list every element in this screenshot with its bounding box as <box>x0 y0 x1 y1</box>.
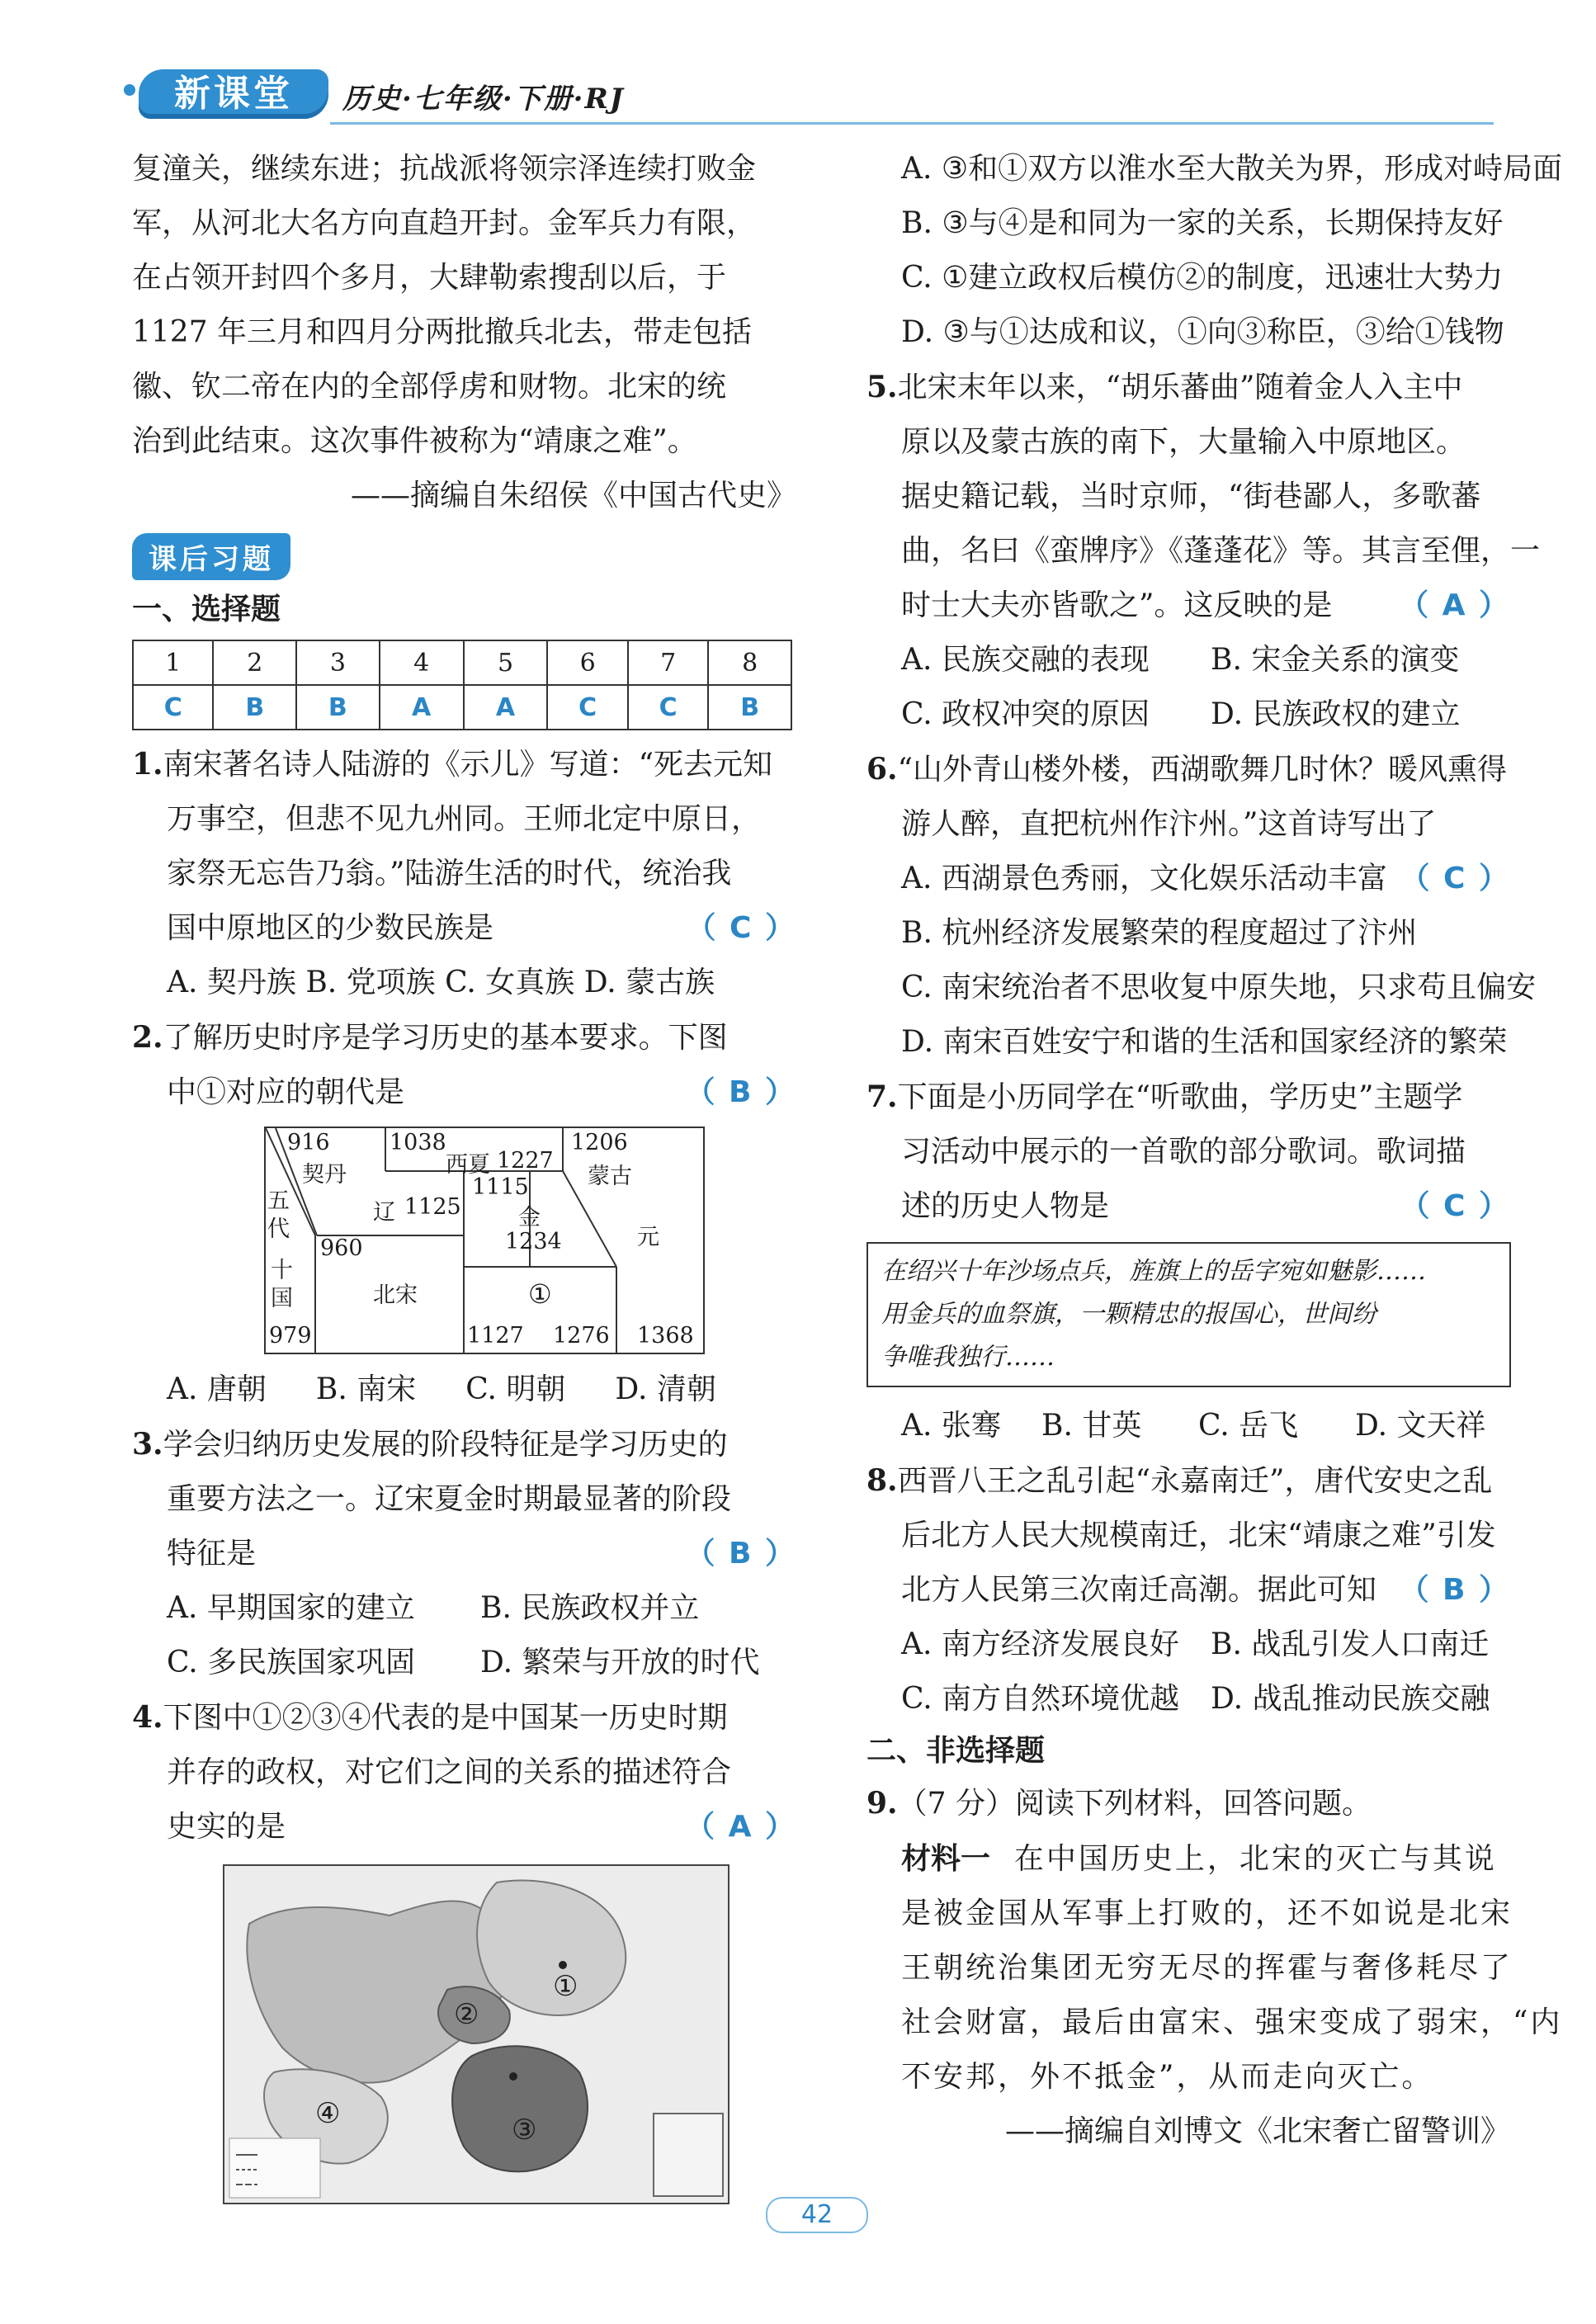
intro-line: 治到此结束。这次事件被称为“靖康之难”。 <box>132 424 697 458</box>
option-a: A. 西湖景色秀丽，文化娱乐活动丰富 <box>901 862 1387 895</box>
table-cell: 4 <box>380 640 464 685</box>
question-2 <box>132 1010 796 1417</box>
answer-mark: （ B ） <box>685 1537 796 1571</box>
map-graphic <box>224 1866 728 2203</box>
intro-line: 复潼关，继续东进；抗战派将领宗泽连续打败金 <box>132 152 757 186</box>
option-b: B. ③与④是和同为一家的关系，长期保持友好 <box>901 206 1504 240</box>
timeline-label: 元 <box>637 1225 659 1250</box>
option-c: C. 明朝 <box>465 1372 566 1406</box>
question-text: 北宋末年以来，“胡乐蕃曲”随着金人入主中 <box>897 371 1463 404</box>
answer-mark: （ B ） <box>1399 1573 1510 1607</box>
answer-mark: （ C ） <box>686 911 796 945</box>
table-cell: 2 <box>213 640 296 685</box>
option-d: D. ③与①达成和议，①向③称臣，③给①钱物 <box>901 315 1504 349</box>
table-cell: C <box>133 685 213 730</box>
question-9 <box>866 1776 1563 2159</box>
intro-line: 军，从河北大名方向直趋开封。金军兵力有限， <box>132 206 757 240</box>
page-header <box>124 68 1494 125</box>
timeline-year: 1038 <box>390 1130 446 1155</box>
timeline-label: 契丹 <box>302 1162 347 1188</box>
question-text: 南宋著名诗人陆游的《示儿》写道：“死去元知 <box>163 748 772 782</box>
map-label-2: ② <box>454 1998 479 2031</box>
question-number: 7. <box>866 1079 898 1114</box>
option-a: A. 唐朝 <box>167 1372 267 1406</box>
table-cell: B <box>296 685 380 730</box>
timeline-year: 1127 <box>467 1323 524 1349</box>
subject-title: 历史·七年级·下册·RJ <box>342 83 625 116</box>
option-c: C. 政权冲突的原因 <box>901 697 1150 731</box>
timeline-year: 1125 <box>404 1194 461 1220</box>
table-cell: 6 <box>547 640 627 685</box>
lyric-line: 在绍兴十年沙场点兵，旌旗上的岳字宛如魅影…… <box>881 1257 1426 1286</box>
option-d: D. 文天祥 <box>1355 1409 1486 1443</box>
option-d: D. 繁荣与开放的时代 <box>480 1646 760 1679</box>
question-5 <box>866 360 1541 742</box>
option-b: B. 南宋 <box>315 1372 417 1406</box>
table-cell: A <box>464 685 548 730</box>
timeline-year: 979 <box>269 1323 312 1349</box>
question-text: 学会归纳历史发展的阶段特征是学习历史的 <box>163 1428 728 1462</box>
question-text: 万事空，但悲不见九州同。王师北定中原日， <box>167 802 762 836</box>
answer-mark: （ C ） <box>1400 862 1510 895</box>
header-divider <box>330 122 1494 125</box>
question-text: 并存的政权，对它们之间的关系的描述符合 <box>167 1755 732 1789</box>
question-number: 2. <box>132 1020 163 1055</box>
question-text: 原以及蒙古族的南下，大量输入中原地区。 <box>901 425 1466 459</box>
lyric-line: 争唯我独行…… <box>881 1343 1055 1372</box>
question-number: 9. <box>866 1786 898 1821</box>
intro-line: 在占领开封四个多月，大肆勒索搜刮以后，于 <box>132 261 727 295</box>
left-column <box>132 142 796 2204</box>
question-text: 重要方法之一。辽宋夏金时期最显著的阶段 <box>167 1482 732 1516</box>
table-cell: 7 <box>628 640 708 685</box>
timeline-label: 北宋 <box>373 1282 418 1308</box>
table-cell: 5 <box>464 640 548 685</box>
page-number: 42 <box>766 2197 868 2233</box>
logo-dot-icon <box>124 84 135 96</box>
question-7 <box>866 1070 1510 1453</box>
question-text: 据史籍记载，当时京师，“街巷鄙人，多歌蕃 <box>901 479 1481 513</box>
lyrics-box <box>866 1242 1511 1387</box>
material-source: ——摘编自刘博文《北宋奢亡留警训》 <box>1004 2114 1510 2148</box>
question-3 <box>132 1417 796 1690</box>
timeline-year: 960 <box>320 1235 363 1261</box>
answer-table-numbers <box>133 640 791 685</box>
answer-mark: （ C ） <box>1400 1189 1510 1223</box>
table-cell: C <box>547 685 627 730</box>
timeline-label: 五代 <box>267 1188 290 1242</box>
answer-mark: （ A ） <box>1399 588 1510 622</box>
table-cell: A <box>380 685 464 730</box>
timeline-year: 1206 <box>571 1130 628 1155</box>
question-text: 中①对应的朝代是 <box>167 1075 405 1109</box>
material-line: 社会财富，最后由富宋、强宋变成了弱宋，“内 <box>901 2005 1563 2039</box>
map-label-1: ① <box>553 1970 578 2003</box>
question-1 <box>132 737 796 1010</box>
question-text: 国中原地区的少数民族是 <box>167 911 494 945</box>
option-a: A. ③和①双方以淮水至大散关为界，形成对峙局面 <box>901 152 1563 186</box>
question-text: 后北方人民大规模南迁，北宋“靖康之难”引发 <box>901 1519 1496 1552</box>
timeline-year: 1115 <box>472 1174 529 1200</box>
option-c: C. ①建立政权后模仿②的制度，迅速壮大势力 <box>901 261 1504 295</box>
question-number: 6. <box>866 752 898 786</box>
timeline-year: 1227 <box>497 1148 554 1174</box>
question-text: 习活动中展示的一首歌的部分歌词。歌词描 <box>901 1135 1466 1169</box>
option-d: D. 民族政权的建立 <box>1211 697 1461 731</box>
option-b: B. 杭州经济发展繁荣的程度超过了汴州 <box>901 916 1418 950</box>
table-cell: 3 <box>296 640 380 685</box>
option-d: D. 南宋百姓安宁和谐的生活和国家经济的繁荣 <box>901 1025 1508 1059</box>
option-a: A. 张骞 <box>901 1409 1001 1443</box>
option-a: A. 南方经济发展良好 <box>901 1627 1179 1661</box>
option-b: B. 民族政权并立 <box>480 1591 700 1625</box>
timeline-label: 蒙古 <box>588 1164 632 1189</box>
dynasty-timeline-diagram <box>264 1127 705 1354</box>
timeline-label: 辽 <box>373 1200 395 1226</box>
question-text: 西晋八王之乱引起“永嘉南迁”，唐代安史之乱 <box>897 1464 1493 1498</box>
question-text: 了解历史时序是学习历史的基本要求。下图 <box>163 1021 728 1055</box>
timeline-year: 1368 <box>637 1323 694 1349</box>
material-line: 不安邦，外不抵金”，从而走向灭亡。 <box>901 2060 1434 2094</box>
question-4 <box>132 1690 796 2204</box>
material-line: 王朝统治集团无穷无尽的挥霍与奢侈耗尽了 <box>901 1951 1513 1985</box>
section-title-nonchoice: 二、非选择题 <box>866 1734 1046 1768</box>
timeline-label: 金 <box>518 1205 541 1230</box>
question-text: 特征是 <box>167 1537 257 1571</box>
timeline-year: 1234 <box>505 1229 562 1254</box>
question-text: 时士大夫亦皆歌之”。这反映的是 <box>901 588 1333 622</box>
option-d: D. 清朝 <box>615 1372 716 1406</box>
table-cell: C <box>628 685 708 730</box>
table-cell: 1 <box>133 640 213 685</box>
answer-mark: （ A ） <box>685 1810 796 1844</box>
question-6 <box>866 742 1537 1070</box>
question-text: 北方人民第三次南迁高潮。据此可知 <box>901 1573 1377 1607</box>
question-text: 游人醉，直把杭州作汴州。”这首诗写出了 <box>901 807 1437 841</box>
option-c: C. 南宋统治者不思收复中原失地，只求苟且偏安 <box>901 971 1537 1004</box>
right-column <box>866 142 1563 2159</box>
series-logo: 新课堂 <box>139 69 328 119</box>
question-text: （7 分）阅读下列材料，回答问题。 <box>897 1787 1372 1821</box>
intro-line: 徽、钦二帝在内的全部俘虏和财物。北宋的统 <box>132 370 727 404</box>
question-8 <box>866 1453 1510 1726</box>
section-badge: 课后习题 <box>132 533 290 580</box>
timeline-year: 916 <box>287 1130 330 1155</box>
question-text: 下面是小历同学在“听歌曲，学历史”主题学 <box>897 1080 1463 1114</box>
option-c: C. 岳飞 <box>1198 1409 1299 1443</box>
question-number: 5. <box>866 370 898 404</box>
option-c: C. 南方自然环境优越 <box>901 1682 1180 1716</box>
question-number: 4. <box>132 1700 163 1735</box>
material-label: 材料一 <box>901 1841 991 1876</box>
answer-mark: （ B ） <box>685 1075 796 1109</box>
answer-table-answers <box>133 685 791 730</box>
timeline-label: 十国 <box>271 1258 293 1311</box>
map-label-3: ③ <box>512 2114 537 2147</box>
timeline-label: ① <box>528 1278 552 1310</box>
material-line: 是被金国从军事上打败的，还不如说是北宋 <box>901 1897 1513 1930</box>
option-b: B. 战乱引发人口南迁 <box>1211 1627 1490 1661</box>
section-title-choice: 一、选择题 <box>132 593 281 626</box>
map-label-4: ④ <box>315 2097 341 2130</box>
table-cell: B <box>213 685 296 730</box>
question-text: “山外青山楼外楼，西湖歌舞几时休？暖风熏得 <box>897 753 1507 786</box>
option-b: B. 宋金关系的演变 <box>1211 643 1460 677</box>
table-cell: 8 <box>708 640 791 685</box>
intro-source: ——摘编自朱绍侯《中国古代史》 <box>350 479 796 513</box>
question-options: A. 契丹族 B. 党项族 C. 女真族 D. 蒙古族 <box>167 966 715 999</box>
lyric-line: 用金兵的血祭旗，一颗精忠的报国心，世间纷 <box>881 1300 1376 1329</box>
question-text: 家祭无忘告乃翁。”陆游生活的时代，统治我 <box>167 857 732 890</box>
question-number: 1. <box>132 747 163 782</box>
option-c: C. 多民族国家巩固 <box>167 1646 416 1679</box>
option-b: B. 甘英 <box>1041 1409 1142 1443</box>
timeline-label: 西夏 <box>446 1152 490 1178</box>
answer-table <box>132 640 792 730</box>
question-number: 3. <box>132 1427 163 1462</box>
option-a: A. 民族交融的表现 <box>901 643 1150 677</box>
timeline-year: 1276 <box>553 1323 610 1349</box>
intro-line: 1127 年三月和四月分两批撤兵北去，带走包括 <box>132 315 753 349</box>
question-number: 8. <box>866 1463 898 1498</box>
question-text: 曲，名曰《蛮牌序》《蓬蓬花》等。其言至俚，一 <box>901 534 1541 568</box>
table-cell: B <box>708 685 791 730</box>
material-line: 在中国历史上，北宋的灭亡与其说 <box>1013 1842 1497 1876</box>
question-text: 述的历史人物是 <box>901 1189 1110 1223</box>
historical-map <box>223 1864 730 2204</box>
option-d: D. 战乱推动民族交融 <box>1211 1682 1490 1716</box>
question-text: 下图中①②③④代表的是中国某一历史时期 <box>163 1701 728 1735</box>
question-text: 史实的是 <box>167 1810 286 1844</box>
option-a: A. 早期国家的建立 <box>167 1591 415 1625</box>
